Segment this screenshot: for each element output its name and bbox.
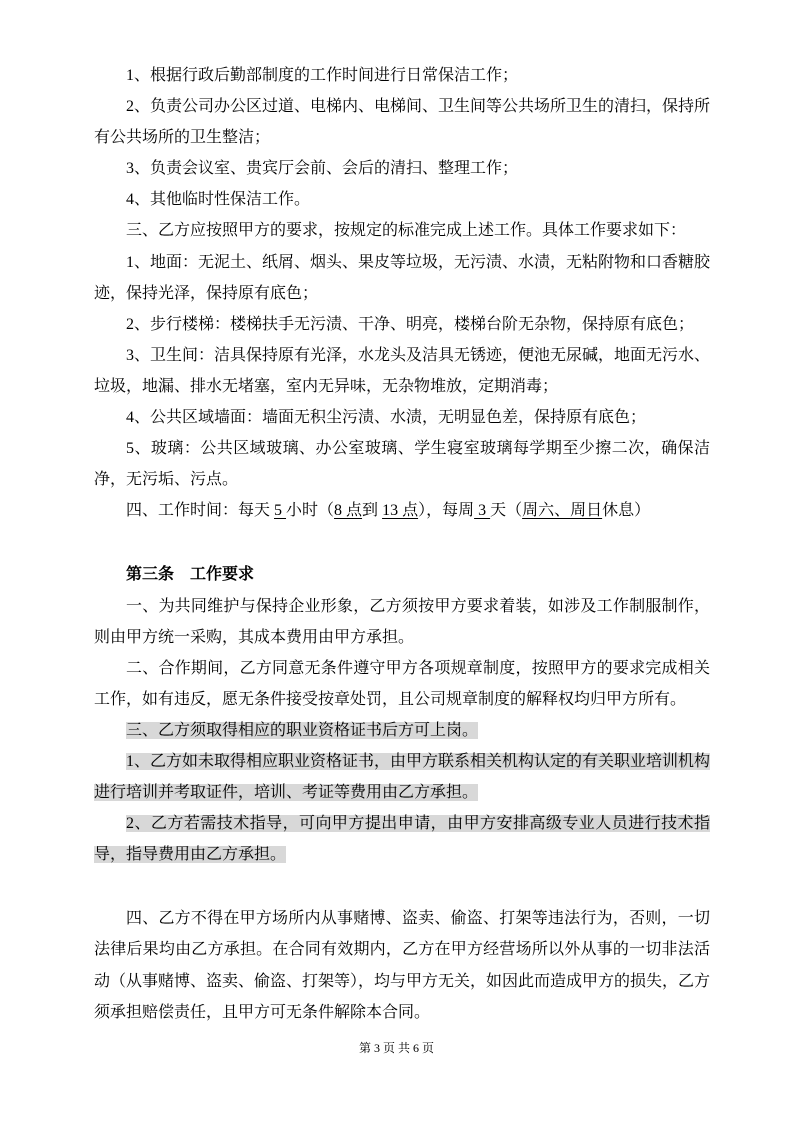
page-number-footer: 第 3 页 共 6 页 (358, 1041, 434, 1055)
duty-item-2: 2、负责公司办公区过道、电梯内、电梯间、卫生间等公共场所卫生的清扫，保持所有公共场所的卫生整洁； (94, 98, 711, 147)
rest-days-value: 周六、周日 (522, 502, 603, 520)
work-time-text: 到 (362, 502, 383, 520)
article-3-clause-2: 二、合作期间，乙方同意无条件遵守甲方各项规章制度，按照甲方的要求完成相关工作，如有违反，愿无条件接受按章处罚，且公司规章制度的解释权均归甲方所有。 (94, 659, 710, 708)
work-time-text: 休息） (602, 502, 651, 520)
work-time-hours-value: 5 (274, 502, 287, 520)
work-time-start-value: 8 点 (334, 502, 363, 520)
standard-item-stairs: 2、步行楼梯：楼梯扶手无污渍、干净、明亮，楼梯台阶无杂物，保持原有底色； (126, 315, 695, 333)
highlighted-text: 1、乙方如未取得相应职业资格证书，由甲方联系相关机构认定的有关职业培训机构进行培训并考取证件，培训、考证等费用由乙方承担。 (94, 752, 711, 802)
article-3-clause-1: 一、为共同维护与保持企业形象，乙方须按甲方要求着装，如涉及工作制服制作，则由甲方统一采购，其成本费用由甲方承担。 (94, 597, 710, 646)
duty-item-1: 1、根据行政后勤部制度的工作时间进行日常保洁工作； (126, 67, 519, 84)
duty-item-4: 4、其他临时性保洁工作。 (126, 191, 311, 209)
standard-item-walls: 4、公共区域墙面：墙面无积尘污渍、水渍，无明显色差，保持原有底色； (126, 409, 647, 427)
work-days-value: 3 (474, 502, 491, 520)
article-3-clause-3-highlighted (94, 715, 710, 746)
highlighted-text: 三、乙方须取得相应的职业资格证书后方可上岗。 (126, 721, 479, 739)
standard-item-floor: 1、地面：无泥土、纸屑、烟头、果皮等垃圾，无污渍、水渍，无粘附物和口香糖胶迹，保持光泽，保持原有底色； (94, 253, 711, 302)
work-time-text: 小时（ (286, 502, 335, 520)
standard-item-glass: 5、玻璃：公共区域玻璃、办公室玻璃、学生寝室玻璃每学期至少擦二次，确保洁净，无污垢、污点。 (94, 440, 710, 489)
duty-item-3: 3、负责会议室、贵宾厅会前、会后的清扫、整理工作； (126, 160, 519, 178)
standard-item-restroom: 3、卫生间：洁具保持原有光泽，水龙头及洁具无锈迹，便池无尿碱，地面无污水、垃圾，地漏、排水无堵塞，室内无异味，无杂物堆放，定期消毒； (94, 346, 711, 395)
work-time-text: 四、工作时间：每天 (126, 502, 275, 520)
standards-intro: 三、乙方应按照甲方的要求，按规定的标准完成上述工作。具体工作要求如下： (126, 222, 687, 240)
document-body (94, 60, 710, 1028)
work-time-end-value: 13 点 (382, 502, 419, 520)
highlighted-text: 2、乙方若需技术指导，可向甲方提出申请，由甲方安排高级专业人员进行技术指导，指导费用由乙方承担。 (94, 815, 710, 864)
article-3-heading: 第三条 工作要求 (126, 566, 255, 584)
work-time-text: ），每周 (418, 502, 475, 520)
work-time-clause (94, 495, 710, 526)
work-time-text: 天（ (490, 502, 523, 520)
article-3-clause-3-sub-2-highlighted (94, 808, 710, 870)
article-3-clause-3-sub-1-highlighted (94, 746, 710, 808)
article-3-clause-4: 四、乙方不得在甲方场所内从事赌博、盗卖、偷盗、打架等违法行为，否则，一切法律后果均由乙方承担。在合同有效期内，乙方在甲方经营场所以外从事的一切非法活动（从事赌博、盗卖、偷盗、打架等），均与甲方无关，如因此而造成甲方的损失，乙方须承担赔偿责任，且甲方可无条件解除本合同。 (94, 910, 711, 1021)
